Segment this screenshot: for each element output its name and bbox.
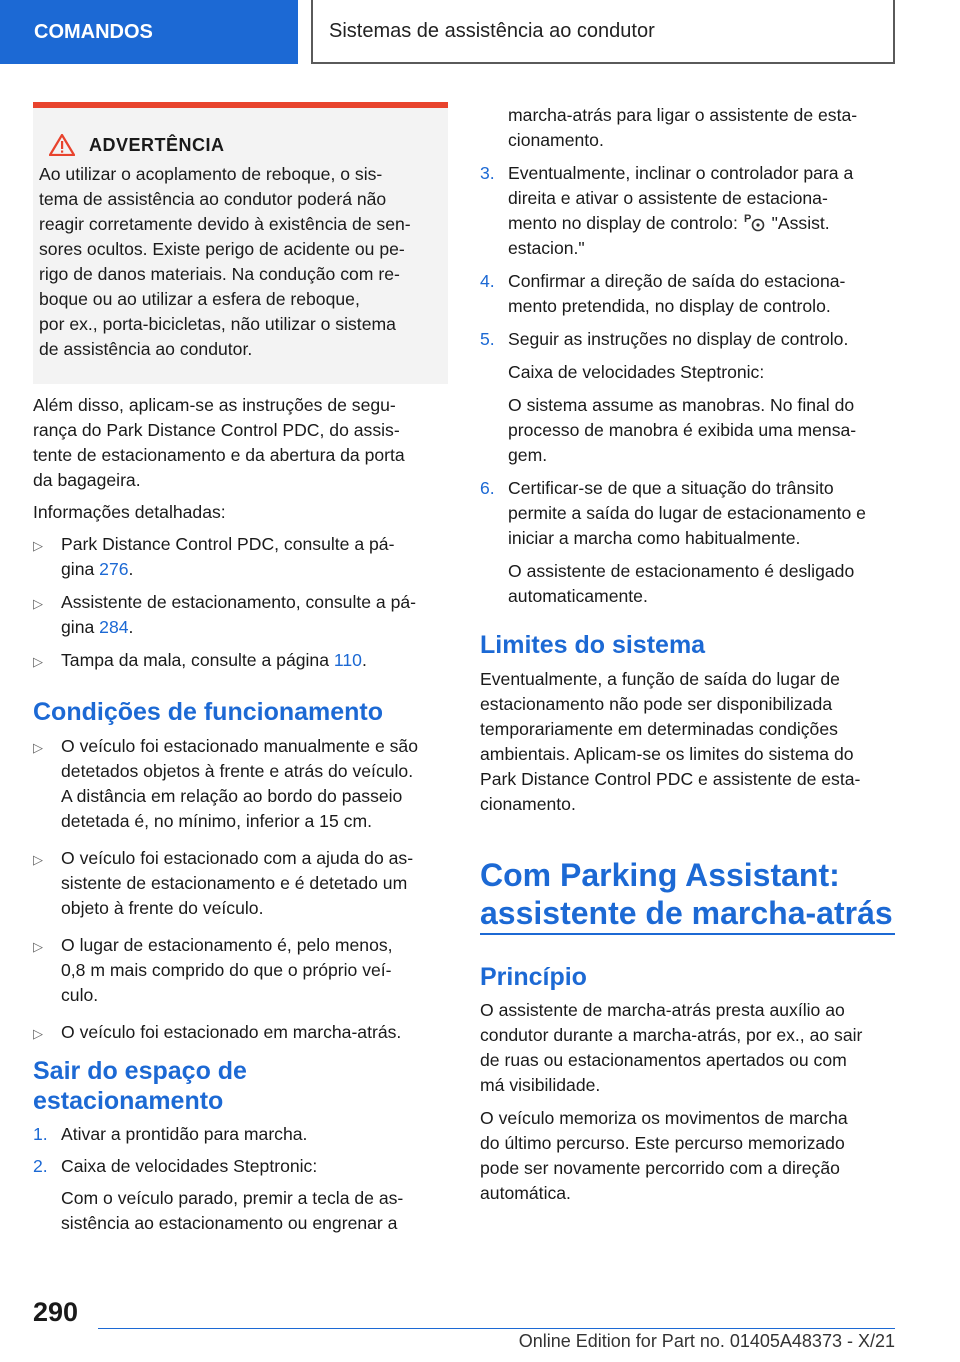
text-line: Seguir as instruções no display de controlo. [508, 329, 849, 349]
page-link[interactable]: 284 [99, 617, 129, 637]
text-span: . [361, 650, 367, 670]
step-number: 3. [480, 163, 495, 183]
text-line: O assistente de marcha-atrás presta auxílio ao [480, 1000, 845, 1020]
list-item [480, 161, 896, 261]
header-section-label: COMANDOS [34, 20, 153, 43]
continued-text [480, 103, 896, 153]
page-number: 290 [33, 1297, 79, 1327]
text-span: . [128, 617, 134, 637]
text-line: O veículo foi estacionado com a ajuda do as- [61, 848, 414, 868]
text-line: direita e ativar o assistente de estaciona- [508, 188, 828, 208]
triangle-bullet-icon: ▷ [33, 654, 43, 669]
warning-title-text: ADVERTÊNCIA [89, 134, 225, 155]
text-line: da bagageira. [33, 470, 141, 490]
text-line: O assistente de estacionamento é desligado [508, 561, 855, 581]
limits-paragraph [480, 667, 896, 817]
header-chapter-label: Sistemas de assistência ao condutor [329, 19, 655, 42]
text-span: Tampa da mala, consulte a página [61, 650, 334, 670]
text-line: cionamento. [480, 794, 576, 814]
text-span: mento no display de controlo: [508, 213, 743, 233]
list-item [33, 590, 448, 640]
warning-body [39, 162, 440, 362]
step-number: 4. [480, 271, 495, 291]
text-line: A distância em relação ao bordo do passeio [61, 786, 403, 806]
text-line: de ruas ou estacionamentos apertados ou com [480, 1050, 847, 1070]
text-line: culo. [61, 985, 99, 1005]
warning-box [33, 102, 448, 384]
heading-line: Sair do espaço de [33, 1057, 247, 1085]
list-item [33, 933, 448, 1008]
footer-rule [98, 1328, 895, 1329]
text-line: estacionamento não pode ser disponibilizada [480, 694, 833, 714]
step-number: 6. [480, 478, 495, 498]
warning-line: reagir corretamente devido à existência de sen- [39, 214, 411, 234]
text-line: marcha-atrás para ligar o assistente de esta- [508, 105, 858, 125]
list-item [33, 1122, 448, 1147]
limits-heading: Limites do sistema [480, 631, 706, 659]
text-line: sistência ao estacionamento ou engrenar a [61, 1213, 398, 1233]
text-line: Eventualmente, a função de saída do lugar de [480, 669, 840, 689]
text-line: Além disso, aplicam-se as instruções de segu- [33, 395, 396, 415]
text-line [61, 648, 367, 673]
step-number: 1. [33, 1124, 48, 1144]
text-line: 0,8 m mais comprido do que o próprio veí- [61, 960, 392, 980]
text-line: O lugar de estacionamento é, pelo menos, [61, 935, 393, 955]
text-line: Certificar-se de que a situação do trânsito [508, 478, 834, 498]
warning-title [39, 134, 440, 156]
list-item [33, 846, 448, 921]
text-span: . [128, 559, 134, 579]
warning-line: por ex., porta-bicicletas, não utilizar o sistema [39, 314, 396, 334]
exit-steps [33, 1122, 448, 1236]
text-line: Caixa de velocidades Steptronic: [61, 1156, 318, 1176]
warning-line: sores ocultos. Existe perigo de acidente ou pe- [39, 239, 405, 259]
text-line: Eventualmente, inclinar o controlador para a [508, 163, 854, 183]
warning-line: rigo de danos materiais. Na condução com re- [39, 264, 400, 284]
triangle-bullet-icon: ▷ [33, 1026, 43, 1041]
conditions-list [33, 734, 448, 1046]
text-line: permite a saída do lugar de estacionamento e [508, 503, 866, 523]
text-line: cionamento. [508, 130, 604, 150]
text-line: pode ser novamente percorrido com a direção [480, 1158, 840, 1178]
warning-triangle-icon [49, 134, 75, 156]
heading-line: assistente de marcha-atrás [480, 895, 893, 931]
heading-line: Com Parking Assistant: [480, 857, 840, 893]
text-line: detetados objetos à frente e atrás do veículo. [61, 761, 414, 781]
text-line: objeto à frente do veículo. [61, 898, 264, 918]
text-line: Com o veículo parado, premir a tecla de as- [61, 1188, 404, 1208]
reference-list [33, 532, 448, 674]
list-item [33, 734, 448, 834]
triangle-bullet-icon: ▷ [33, 939, 43, 954]
list-item [33, 1154, 448, 1236]
text-line: O veículo foi estacionado em marcha-atrás. [61, 1022, 402, 1042]
principle-paragraph-1 [480, 998, 896, 1098]
triangle-bullet-icon: ▷ [33, 740, 43, 755]
page-link[interactable]: 276 [99, 559, 129, 579]
header-chapter [311, 0, 895, 64]
text-line: O veículo memoriza os movimentos de marcha [480, 1108, 848, 1128]
parking-assistant-heading [480, 856, 900, 932]
text-line: automaticamente. [508, 586, 648, 606]
text-span: gina [61, 559, 100, 579]
list-item [480, 476, 896, 609]
text-line: Confirmar a direção de saída do estaciona- [508, 271, 846, 291]
exit-heading [33, 1056, 247, 1116]
header-section [0, 0, 298, 64]
text-line: automática. [480, 1183, 571, 1203]
footer-edition: Online Edition for Part no. 01405A48373 - X/21 [518, 1331, 895, 1351]
text-line: Ativar a prontidão para marcha. [61, 1124, 308, 1144]
heading-rule [480, 933, 895, 935]
text-line: Assistente de estacionamento, consulte a pá- [61, 592, 417, 612]
text-line: má visibilidade. [480, 1075, 601, 1095]
text-line: do último percurso. Este percurso memorizado [480, 1133, 845, 1153]
principle-paragraph-2 [480, 1106, 896, 1206]
heading-line: estacionamento [33, 1087, 224, 1115]
triangle-bullet-icon: ▷ [33, 596, 43, 611]
text-line: sistente de estacionamento e é detetado um [61, 873, 408, 893]
text-line: temporariamente em determinadas condições [480, 719, 838, 739]
list-item [33, 1020, 448, 1046]
conditions-heading: Condições de funcionamento [33, 698, 384, 726]
text-line [61, 615, 416, 640]
list-item [480, 327, 896, 468]
text-line: estacion." [508, 238, 585, 258]
page-link[interactable]: 110 [333, 650, 362, 670]
text-line: gem. [508, 445, 548, 465]
triangle-bullet-icon: ▷ [33, 538, 43, 553]
warning-line: tema de assistência ao condutor poderá não [39, 189, 387, 209]
text-line: O veículo foi estacionado manualmente e são [61, 736, 418, 756]
text-line [61, 557, 394, 582]
step-number: 2. [33, 1156, 48, 1176]
text-line: Park Distance Control PDC e assistente de esta- [480, 769, 861, 789]
exit-steps-continued [480, 161, 896, 609]
parking-assistant-icon [743, 211, 767, 233]
principle-heading: Princípio [480, 963, 587, 991]
details-label [33, 500, 448, 525]
intro-paragraph [33, 393, 448, 493]
text-line: iniciar a marcha como habitualmente. [508, 528, 801, 548]
text-line: ambientais. Aplicam-se os limites do sistema do [480, 744, 854, 764]
triangle-bullet-icon: ▷ [33, 852, 43, 867]
text-line: Park Distance Control PDC, consulte a pá- [61, 534, 395, 554]
text-line: mento pretendida, no display de controlo. [508, 296, 831, 316]
text-line: tente de estacionamento e da abertura da porta [33, 445, 405, 465]
text-line: Caixa de velocidades Steptronic: [508, 362, 765, 382]
text-line: rança do Park Distance Control PDC, do assis- [33, 420, 400, 440]
text-line: O sistema assume as manobras. No final do [508, 395, 855, 415]
text-line: processo de manobra é exibida uma mensa- [508, 420, 857, 440]
text-line [508, 211, 853, 236]
text-span: gina [61, 617, 100, 637]
warning-line: boque ou ao utilizar a esfera de reboque, [39, 289, 360, 309]
text-line: Informações detalhadas: [33, 502, 226, 522]
text-line: detetada é, no mínimo, inferior a 15 cm. [61, 811, 372, 831]
step-number: 5. [480, 329, 495, 349]
text-span: "Assist. [766, 213, 830, 233]
list-item [33, 532, 448, 582]
warning-line: Ao utilizar o acoplamento de reboque, o sis- [39, 164, 383, 184]
svg-text:P: P [743, 213, 752, 225]
warning-line: de assistência ao condutor. [39, 339, 253, 359]
list-item [480, 269, 896, 319]
text-line: condutor durante a marcha-atrás, por ex., ao sair [480, 1025, 863, 1045]
list-item [33, 648, 448, 674]
